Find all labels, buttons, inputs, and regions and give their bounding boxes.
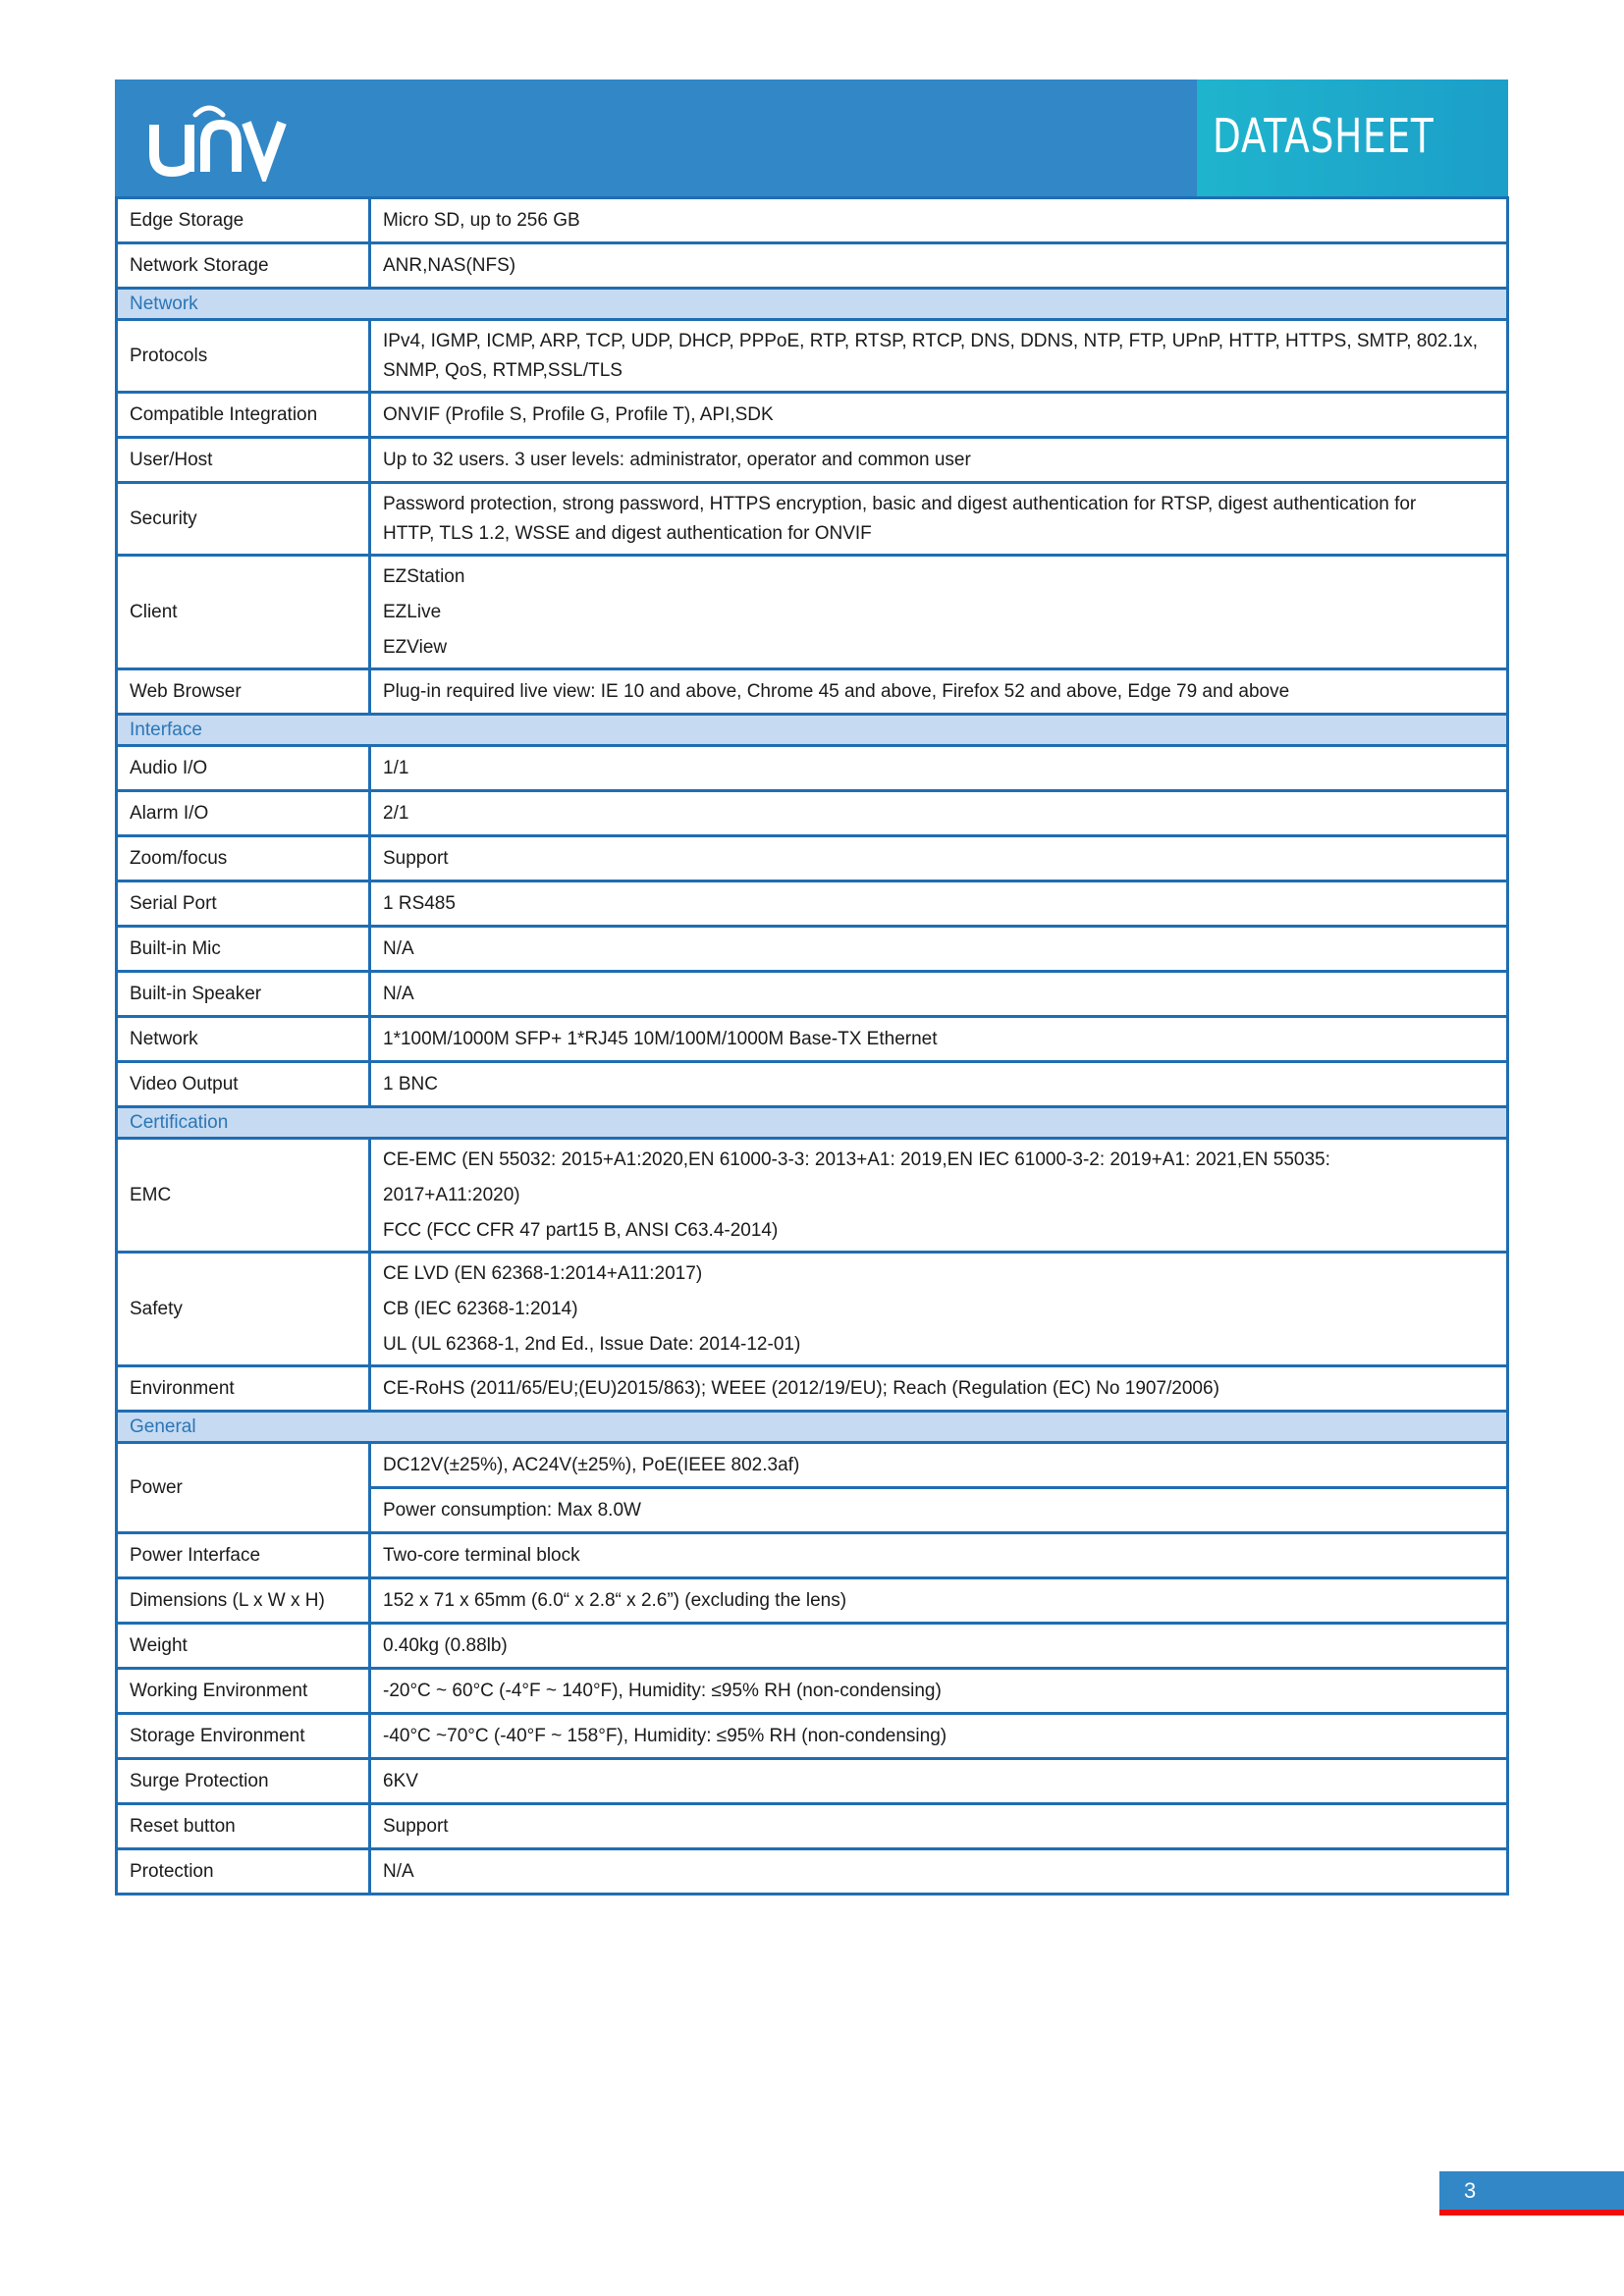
spec-label: User/Host — [117, 438, 370, 483]
spec-row — [117, 1253, 1508, 1366]
spec-value-line: 152 x 71 x 65mm (6.0“ x 2.8“ x 2.6”) (excluding the lens) — [383, 1590, 847, 1611]
spec-value — [370, 1017, 1508, 1062]
spec-row — [117, 393, 1508, 438]
spec-value-line: 1 BNC — [383, 1074, 438, 1095]
page-number-stripe — [1439, 2210, 1624, 2216]
spec-value-line: EZStation — [383, 566, 465, 587]
spec-value — [370, 1759, 1508, 1804]
section-title: Certification — [117, 1107, 1508, 1139]
spec-row — [117, 836, 1508, 881]
spec-value-line: EZView — [383, 637, 448, 658]
spec-value-line: CE-EMC (EN 55032: 2015+A1:2020,EN 61000-3-3: 2013+A1: 2019,EN IEC 61000-3-2: 2019+A1: 2021,EN 55035: — [383, 1149, 1330, 1170]
section-title: General — [117, 1412, 1508, 1443]
spec-value — [370, 927, 1508, 972]
datasheet-header — [115, 80, 1508, 196]
spec-row — [117, 243, 1508, 289]
spec-row — [117, 1533, 1508, 1578]
spec-row — [117, 669, 1508, 715]
page-number: 3 — [1464, 2178, 1477, 2203]
spec-row — [117, 1443, 1508, 1488]
spec-row — [117, 746, 1508, 791]
spec-label: Compatible Integration — [117, 393, 370, 438]
spec-row — [117, 1624, 1508, 1669]
spec-value-line: ANR,NAS(NFS) — [383, 255, 516, 276]
spec-value-line: ONVIF (Profile S, Profile G, Profile T), API,SDK — [383, 404, 774, 425]
spec-value-line: CE LVD (EN 62368-1:2014+A11:2017) — [383, 1263, 703, 1284]
spec-value — [370, 320, 1508, 393]
spec-label: Dimensions (L x W x H) — [117, 1578, 370, 1624]
spec-label: Edge Storage — [117, 198, 370, 243]
spec-label: Surge Protection — [117, 1759, 370, 1804]
spec-label: Built-in Mic — [117, 927, 370, 972]
spec-value — [370, 1253, 1508, 1366]
spec-value — [370, 972, 1508, 1017]
spec-value — [370, 1849, 1508, 1895]
spec-value-line: 2017+A11:2020) — [383, 1185, 520, 1205]
spec-label: Security — [117, 483, 370, 556]
spec-label: Network Storage — [117, 243, 370, 289]
spec-row — [117, 556, 1508, 669]
spec-value-line: 1/1 — [383, 758, 409, 778]
spec-value-line: -20°C ~ 60°C (-4°F ~ 140°F), Humidity: ≤95% RH (non-condensing) — [383, 1681, 942, 1701]
datasheet-title: DATASHEET — [1213, 109, 1435, 164]
spec-value-line: Support — [383, 848, 449, 869]
spec-value-line: FCC (FCC CFR 47 part15 B, ANSI C63.4-2014) — [383, 1220, 779, 1241]
spec-value-line: 1*100M/1000M SFP+ 1*RJ45 10M/100M/1000M Base-TX Ethernet — [383, 1029, 938, 1049]
spec-label: Web Browser — [117, 669, 370, 715]
spec-label: EMC — [117, 1139, 370, 1253]
spec-row — [117, 1669, 1508, 1714]
spec-value — [370, 556, 1508, 669]
spec-value — [370, 791, 1508, 836]
spec-value — [370, 1578, 1508, 1624]
spec-value-line: HTTP, TLS 1.2, WSSE and digest authentication for ONVIF — [383, 523, 872, 544]
spec-label: Built-in Speaker — [117, 972, 370, 1017]
spec-row — [117, 1804, 1508, 1849]
spec-row — [117, 1017, 1508, 1062]
spec-row — [117, 1062, 1508, 1107]
spec-label: Environment — [117, 1366, 370, 1412]
spec-table — [115, 196, 1509, 1896]
spec-value — [370, 1624, 1508, 1669]
spec-row — [117, 1849, 1508, 1895]
spec-label: Working Environment — [117, 1669, 370, 1714]
spec-value: Power consumption: Max 8.0W — [370, 1488, 1508, 1533]
spec-label: Power Interface — [117, 1533, 370, 1578]
spec-row — [117, 927, 1508, 972]
spec-value-line: Up to 32 users. 3 user levels: administrator, operator and common user — [383, 450, 971, 470]
spec-value-line: 2/1 — [383, 803, 409, 824]
spec-value — [370, 1533, 1508, 1578]
spec-row — [117, 1139, 1508, 1253]
datasheet-title-block — [1197, 80, 1508, 196]
spec-value — [370, 881, 1508, 927]
spec-value-line: Password protection, strong password, HTTPS encryption, basic and digest authentication for RTSP, digest authentication for — [383, 494, 1417, 514]
spec-value-line: -40°C ~70°C (-40°F ~ 158°F), Humidity: ≤95% RH (non-condensing) — [383, 1726, 947, 1746]
spec-value — [370, 1804, 1508, 1849]
spec-row — [117, 791, 1508, 836]
spec-value-line: N/A — [383, 938, 414, 959]
spec-value-line: EZLive — [383, 602, 442, 622]
spec-label: Safety — [117, 1253, 370, 1366]
spec-label: Protection — [117, 1849, 370, 1895]
spec-value-line: 1 RS485 — [383, 893, 456, 914]
spec-value-line: Plug-in required live view: IE 10 and above, Chrome 45 and above, Firefox 52 and above, Edge 79 and above — [383, 681, 1290, 702]
spec-label: Reset button — [117, 1804, 370, 1849]
spec-value — [370, 1062, 1508, 1107]
spec-value-line: N/A — [383, 1861, 414, 1882]
spec-value-line: IPv4, IGMP, ICMP, ARP, TCP, UDP, DHCP, PPPoE, RTP, RTSP, RTCP, DNS, DDNS, NTP, FTP, UPnP, HTTP, HTTPS, SMTP, 802.1x, — [383, 331, 1479, 351]
spec-value — [370, 198, 1508, 243]
spec-value — [370, 1669, 1508, 1714]
spec-label: Protocols — [117, 320, 370, 393]
spec-value-line: UL (UL 62368-1, 2nd Ed., Issue Date: 2014-12-01) — [383, 1334, 801, 1355]
spec-table-body — [117, 198, 1508, 1895]
spec-value — [370, 1366, 1508, 1412]
spec-row — [117, 438, 1508, 483]
spec-value — [370, 1714, 1508, 1759]
spec-label: Video Output — [117, 1062, 370, 1107]
spec-value-line: CE-RoHS (2011/65/EU;(EU)2015/863); WEEE (2012/19/EU); Reach (Regulation (EC) No 1907/2006) — [383, 1378, 1219, 1399]
spec-value — [370, 669, 1508, 715]
spec-label: Network — [117, 1017, 370, 1062]
spec-value-line: SNMP, QoS, RTMP,SSL/TLS — [383, 360, 623, 381]
spec-row — [117, 483, 1508, 556]
section-header-row — [117, 1107, 1508, 1139]
spec-value — [370, 483, 1508, 556]
spec-row — [117, 1366, 1508, 1412]
section-title: Interface — [117, 715, 1508, 746]
spec-label: Client — [117, 556, 370, 669]
spec-row — [117, 1759, 1508, 1804]
spec-value — [370, 1139, 1508, 1253]
spec-value-line: 0.40kg (0.88lb) — [383, 1635, 508, 1656]
spec-value — [370, 438, 1508, 483]
spec-row — [117, 1578, 1508, 1624]
section-title: Network — [117, 289, 1508, 320]
spec-label: Audio I/O — [117, 746, 370, 791]
spec-value-line: N/A — [383, 984, 414, 1004]
spec-label: Power — [117, 1443, 370, 1533]
spec-row — [117, 881, 1508, 927]
unv-logo-icon — [144, 93, 292, 182]
section-header-row — [117, 1412, 1508, 1443]
spec-value-line: Micro SD, up to 256 GB — [383, 210, 580, 231]
section-header-row — [117, 289, 1508, 320]
spec-value — [370, 836, 1508, 881]
spec-label: Alarm I/O — [117, 791, 370, 836]
spec-value — [370, 243, 1508, 289]
spec-row — [117, 320, 1508, 393]
spec-value-line: Support — [383, 1816, 449, 1837]
page-number-box — [1439, 2171, 1624, 2211]
section-header-row — [117, 715, 1508, 746]
spec-row — [117, 1714, 1508, 1759]
spec-value — [370, 393, 1508, 438]
spec-value-line: Two-core terminal block — [383, 1545, 580, 1566]
spec-value-line: 6KV — [383, 1771, 418, 1791]
spec-value — [370, 746, 1508, 791]
spec-label: Zoom/focus — [117, 836, 370, 881]
spec-label: Weight — [117, 1624, 370, 1669]
spec-row — [117, 972, 1508, 1017]
spec-value-line: CB (IEC 62368-1:2014) — [383, 1299, 578, 1319]
spec-label: Serial Port — [117, 881, 370, 927]
spec-value: DC12V(±25%), AC24V(±25%), PoE(IEEE 802.3af) — [370, 1443, 1508, 1488]
spec-label: Storage Environment — [117, 1714, 370, 1759]
spec-row — [117, 198, 1508, 243]
